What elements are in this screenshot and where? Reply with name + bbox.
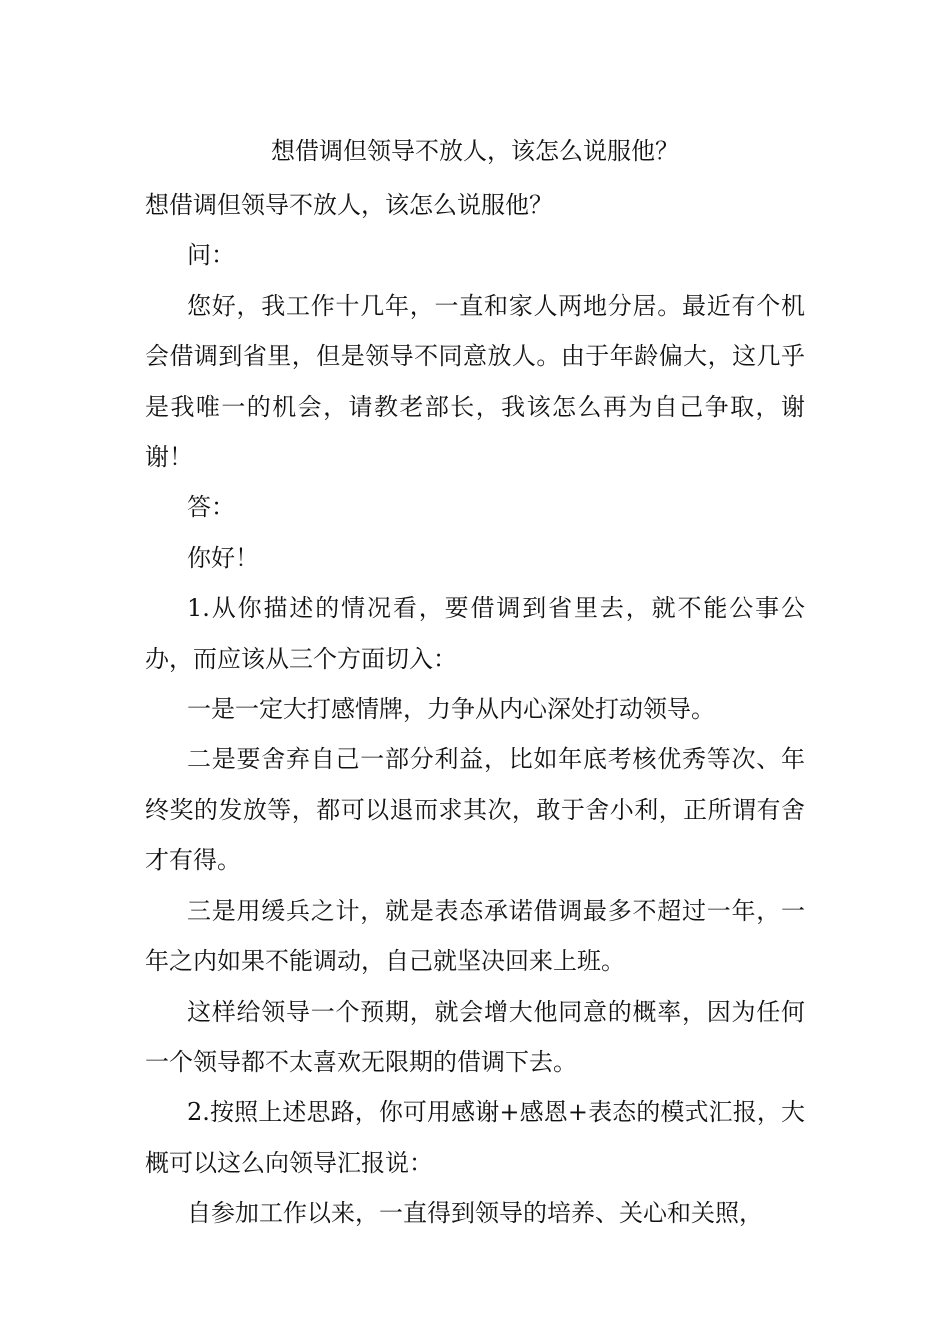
question-label: 问： xyxy=(187,241,235,270)
subtitle-paragraph: 想借调但领导不放人，该怎么说服他？ xyxy=(145,191,553,219)
report-paragraph: 自参加工作以来，一直得到领导的培养、关心和关照， xyxy=(187,1199,763,1228)
approach-two-paragraph: 二是要舍弃自己一部分利益，比如年底考核优秀等次、年终奖的发放等，都可以退而求其次，敢于舍小利，正所谓有舍才有得。 xyxy=(145,745,805,875)
answer-label: 答： xyxy=(187,493,235,522)
approach-three-paragraph: 三是用缓兵之计，就是表态承诺借调最多不超过一年，一年之内如果不能调动，自己就坚决回来上班。 xyxy=(145,896,805,976)
document-title: 想借调但领导不放人，该怎么说服他？ xyxy=(271,137,679,165)
expectation-paragraph: 这样给领导一个预期，就会增大他同意的概率，因为任何一个领导都不太喜欢无限期的借调下去。 xyxy=(145,997,805,1076)
question-paragraph: 您好，我工作十几年，一直和家人两地分居。最近有个机会借调到省里，但是领导不同意放人。由于年龄偏大，这几乎是我唯一的机会，请教老部长，我该怎么再为自己争取，谢谢！ xyxy=(145,291,805,472)
greeting-paragraph: 你好！ xyxy=(187,543,259,572)
point-two-paragraph: 2.按照上述思路，你可用感谢+感恩+表态的模式汇报，大概可以这么向领导汇报说： xyxy=(145,1098,805,1177)
approach-one-paragraph: 一是一定大打感情牌，力争从内心深处打动领导。 xyxy=(187,695,715,724)
point-one-paragraph: 1.从你描述的情况看，要借调到省里去，就不能公事公办，而应该从三个方面切入： xyxy=(145,594,805,673)
document-body xyxy=(145,180,805,1239)
